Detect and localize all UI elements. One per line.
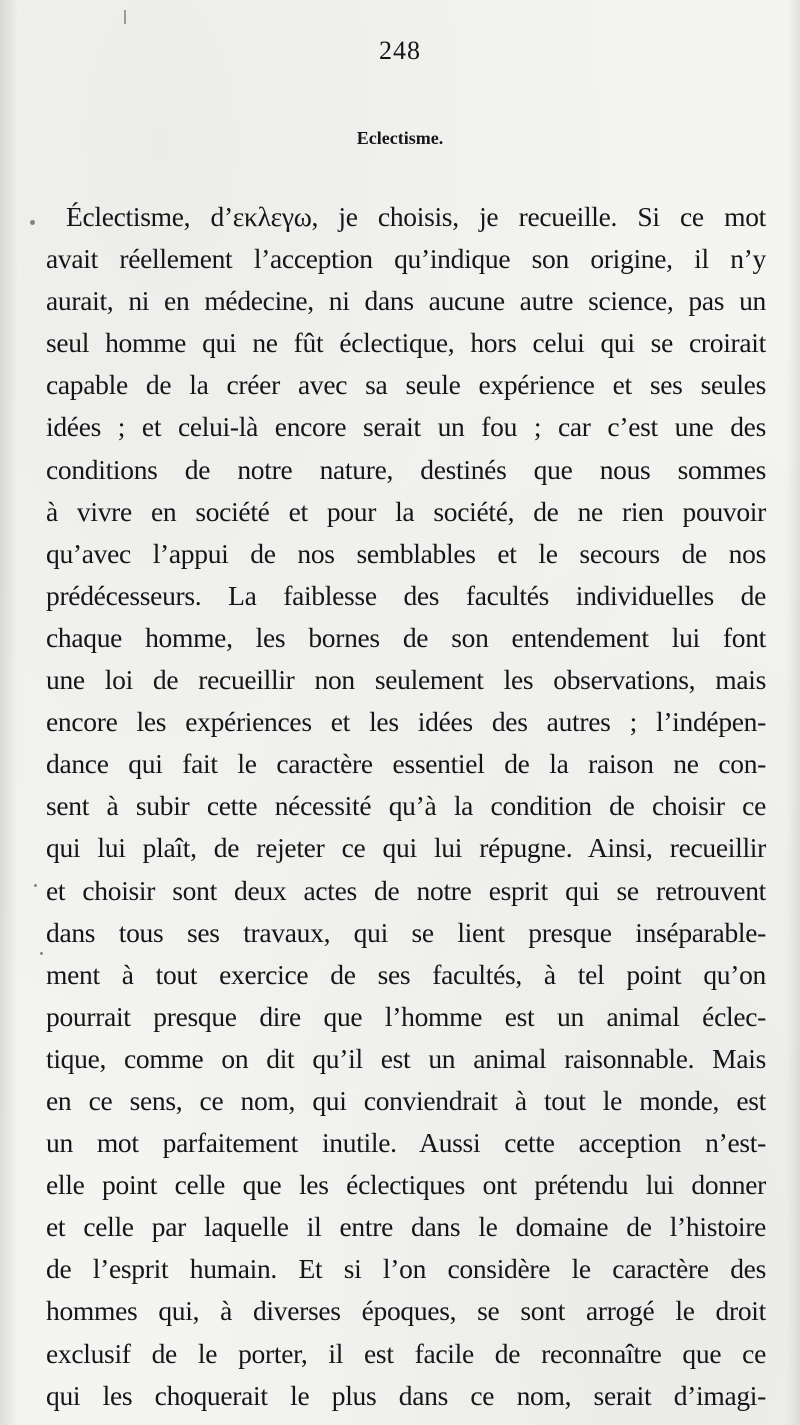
text-line: pourrait presque dire que l’homme est un animal éclec-: [46, 1000, 766, 1032]
text-line: capable de la créer avec sa seule expérience et ses seules: [46, 369, 766, 401]
text-line: exclusif de le porter, il est facile de reconnaître que ce: [46, 1337, 766, 1369]
ink-speck: [40, 952, 43, 955]
text-line: sent à subir cette nécessité qu’à la condition de choisir ce: [46, 790, 766, 822]
text-line: et celle par laquelle il entre dans le domaine de l’histoire: [46, 1211, 766, 1243]
ink-speck: [30, 220, 35, 225]
text-line: aurait, ni en médecine, ni dans aucune autre science, pas un: [46, 285, 766, 317]
text-line: seul homme qui ne fût éclectique, hors celui qui se croirait: [46, 327, 766, 359]
text-line: dans tous ses travaux, qui se lient presque inséparable-: [46, 916, 766, 948]
ink-speck: [34, 884, 37, 887]
text-line: prédécesseurs. La faiblesse des facultés individuelles de: [46, 579, 766, 611]
text-line: idées ; et celui-là encore serait un fou ; car c’est une des: [46, 411, 766, 443]
text-line: en ce sens, ce nom, qui conviendrait à tout le monde, est: [46, 1084, 766, 1116]
text-line: avait réellement l’acception qu’indique son origine, il n’y: [46, 243, 766, 275]
print-mark: [124, 10, 126, 24]
text-line: qu’avec l’appui de nos semblables et le secours de nos: [46, 537, 766, 569]
page-edge-shadow-left: [0, 0, 18, 1425]
text-line: encore les expériences et les idées des autres ; l’indépen-: [46, 706, 766, 738]
body-text: [46, 196, 766, 1417]
text-line: à vivre en société et pour la société, de ne rien pouvoir: [46, 495, 766, 527]
text-line: de l’esprit humain. Et si l’on considère le caractère des: [46, 1253, 766, 1285]
text-line: ment à tout exercice de ses facultés, à tel point qu’on: [46, 958, 766, 990]
text-line: Éclectisme, d’εκλεγω, je choisis, je recueille. Si ce mot: [66, 201, 766, 232]
text-line: un mot parfaitement inutile. Aussi cette acception n’est-: [46, 1127, 766, 1159]
text-line: tique, comme on dit qu’il est un animal raisonnable. Mais: [46, 1042, 766, 1074]
section-heading: Eclectisme.: [356, 128, 444, 148]
text-line: qui les choquerait le plus dans ce nom, serait d’imagi-: [46, 1379, 766, 1411]
page-edge-shadow-right: [786, 0, 800, 1425]
text-line: elle point celle que les éclectiques ont prétendu lui donner: [46, 1169, 766, 1201]
text-line: conditions de notre nature, destinés que nous sommes: [46, 453, 766, 485]
text-line: et choisir sont deux actes de notre esprit qui se retrouvent: [46, 874, 766, 906]
text-line: chaque homme, les bornes de son entendement lui font: [46, 621, 766, 653]
text-line: une loi de recueillir non seulement les observations, mais: [46, 664, 766, 696]
text-line: hommes qui, à diverses époques, se sont arrogé le droit: [46, 1295, 766, 1327]
text-line: qui lui plaît, de rejeter ce qui lui répugne. Ainsi, recueillir: [46, 832, 766, 864]
page-number: 248: [379, 36, 421, 65]
text-line: dance qui fait le caractère essentiel de la raison ne con-: [46, 748, 766, 780]
